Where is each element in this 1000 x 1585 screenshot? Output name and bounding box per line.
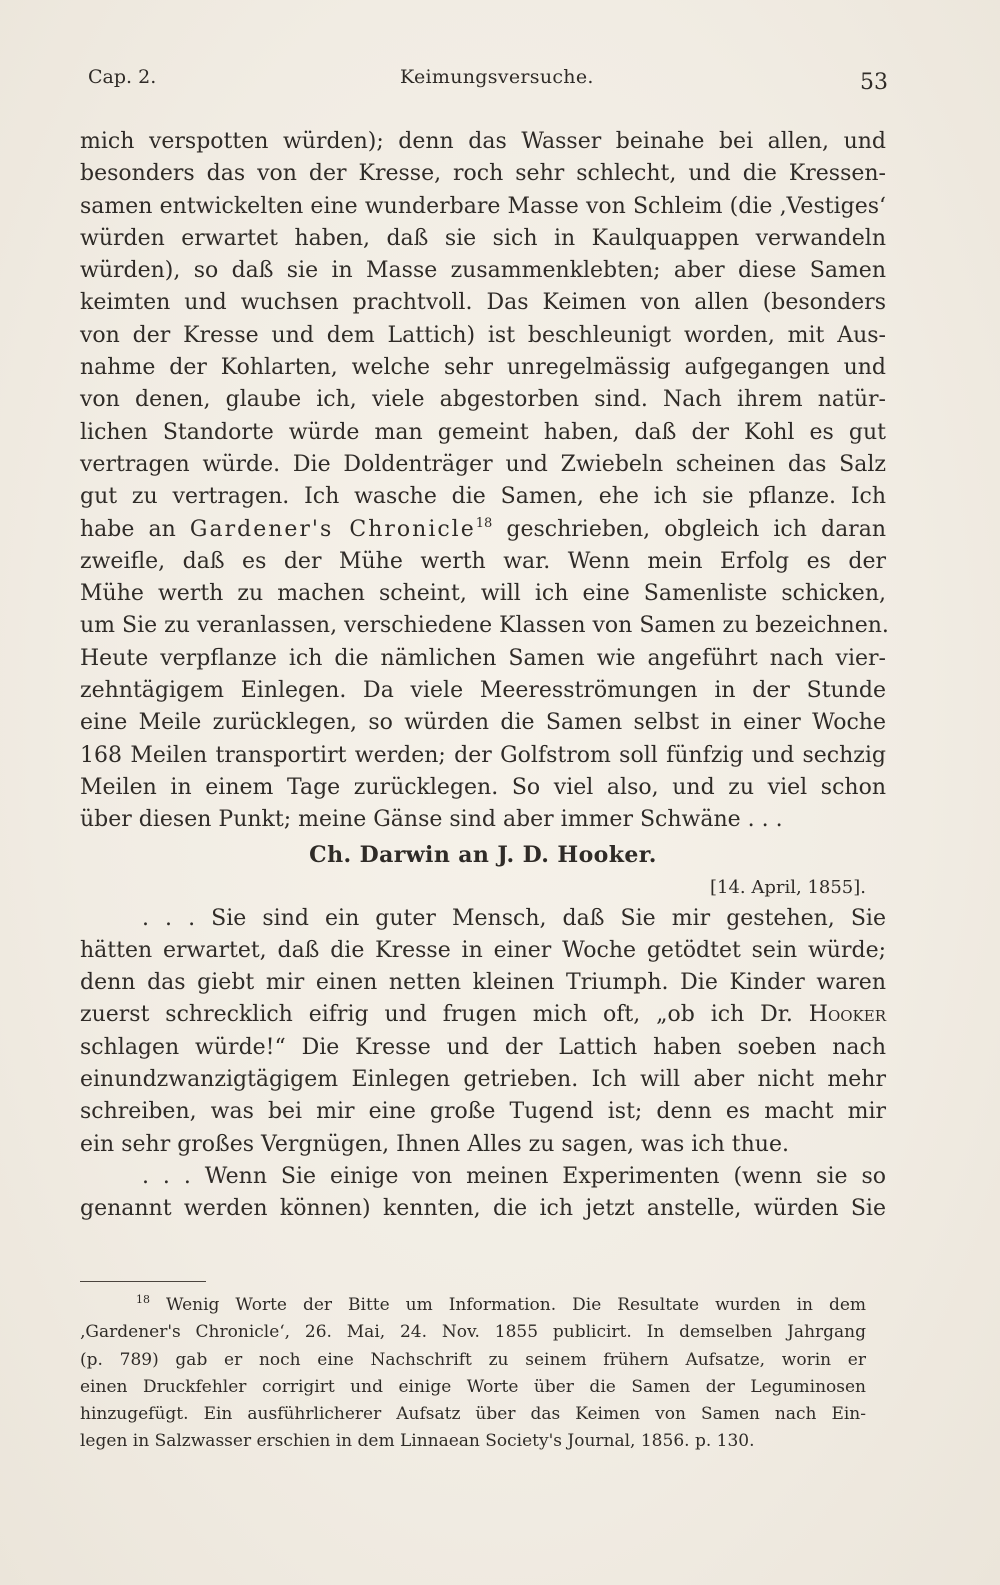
text-line: denn das giebt mir einen netten kleinen Triumph. Die Kinder waren bbox=[80, 970, 886, 996]
footnotes bbox=[80, 1292, 866, 1456]
text-line: eine Meile zurücklegen, so würden die Samen selbst in einer Woche bbox=[80, 710, 886, 736]
footnote-ref: 18 bbox=[475, 515, 493, 531]
journal-name-spaced: Gardener's Chronicle bbox=[189, 516, 476, 542]
text-fragment: habe an bbox=[80, 516, 176, 542]
text-line: einundzwanzigtägigem Einlegen getrieben. Ich will aber nicht mehr bbox=[80, 1067, 886, 1093]
text-line: . . . Wenn Sie einige von meinen Experimenten (wenn sie so bbox=[142, 1163, 886, 1189]
text-line: lichen Standorte würde man gemeint haben, daß der Kohl es gut bbox=[80, 419, 886, 445]
chapter-label: Cap. 2. bbox=[88, 66, 157, 88]
text-line: von denen, glaube ich, viele abgestorben sind. Nach ihrem natür- bbox=[80, 387, 886, 413]
text-line: über diesen Punkt; meine Gänse sind aber immer Schwäne . . . bbox=[80, 807, 783, 833]
text-line: würden erwartet haben, daß sie sich in Kaulquappen verwandeln bbox=[80, 225, 886, 251]
letter-date: [14. April, 1855]. bbox=[709, 876, 866, 898]
footnote-line: ‚Gardener's Chronicle‘, 26. Mai, 24. Nov. 1855 publicirt. In demselben Jahrgang bbox=[80, 1322, 866, 1343]
text-line: schreiben, was bei mir eine große Tugend ist; denn es macht mir bbox=[80, 1099, 886, 1125]
running-header bbox=[88, 62, 888, 102]
text-line: 168 Meilen transportirt werden; der Golfstrom soll fünfzig und sechzig bbox=[80, 742, 886, 768]
text-line-hooker bbox=[80, 999, 886, 1031]
text-line: besonders das von der Kresse, roch sehr schlecht, und die Kressen- bbox=[80, 161, 886, 187]
text-line: zweifle, daß es der Mühe werth war. Wenn mein Erfolg es der bbox=[80, 548, 886, 574]
text-line: hätten erwartet, daß die Kresse in einer Woche getödtet sein würde; bbox=[80, 937, 886, 963]
footnote-marker: 18 bbox=[136, 1293, 150, 1306]
footnote-line bbox=[80, 1292, 866, 1319]
footnote-line: einen Druckfehler corrigirt und einige Worte über die Samen der Leguminosen bbox=[80, 1376, 866, 1397]
text-line: schlagen würde!“ Die Kresse und der Lattich haben soeben nach bbox=[80, 1034, 886, 1060]
text-fragment: zuerst schrecklich eifrig und frugen mich oft, „ob ich Dr. bbox=[80, 1002, 793, 1028]
text-line: Mühe werth zu machen scheint, will ich eine Samenliste schicken, bbox=[80, 581, 886, 607]
page-number: 53 bbox=[860, 70, 888, 95]
text-fragment: Wenig Worte der Bitte um Information. Die Resultate wurden in dem bbox=[166, 1295, 867, 1315]
name-smallcaps: Hooker bbox=[808, 1002, 886, 1028]
text-line: um Sie zu veranlassen, verschiedene Klassen von Samen zu bezeichnen. bbox=[80, 613, 889, 639]
text-line: genannt werden können) kennten, die ich jetzt anstelle, würden Sie bbox=[80, 1196, 886, 1222]
text-line: . . . Sie sind ein guter Mensch, daß Sie mir gestehen, Sie bbox=[142, 905, 886, 931]
footnote-line: hinzugefügt. Ein ausführlicherer Aufsatz über das Keimen von Samen nach Ein- bbox=[80, 1404, 866, 1425]
main-text bbox=[80, 126, 889, 1226]
text-line: von der Kresse und dem Lattich) ist beschleunigt worden, mit Aus- bbox=[80, 322, 886, 348]
footnote-rule bbox=[80, 1281, 206, 1282]
text-line: gut zu vertragen. Ich wasche die Samen, ehe ich sie pflanze. Ich bbox=[80, 484, 886, 510]
text-line: würden), so daß sie in Masse zusammenklebten; aber diese Samen bbox=[80, 258, 886, 284]
text-line: keimten und wuchsen prachtvoll. Das Keimen von allen (besonders bbox=[80, 290, 886, 316]
text-line: ein sehr großes Vergnügen, Ihnen Alles zu sagen, was ich thue. bbox=[80, 1131, 789, 1157]
text-line: vertragen würde. Die Doldenträger und Zwiebeln scheinen das Salz bbox=[80, 451, 886, 477]
footnote-line: legen in Salzwasser erschien in dem Linnaean Society's Journal, 1856. p. 130. bbox=[80, 1431, 755, 1452]
text-fragment: geschrieben, obgleich ich daran bbox=[506, 516, 886, 542]
text-line: mich verspotten würden); denn das Wasser beinahe bei allen, und bbox=[80, 129, 886, 154]
text-line: samen entwickelten eine wunderbare Masse von Schleim (die ‚Vestiges‘ bbox=[80, 193, 886, 219]
text-line: Heute verpflanze ich die nämlichen Samen wie angeführt nach vier- bbox=[80, 645, 886, 671]
text-line: nahme der Kohlarten, welche sehr unregelmässig aufgegangen und bbox=[80, 355, 886, 381]
text-line-chronicle bbox=[80, 514, 886, 546]
text-line: Meilen in einem Tage zurücklegen. So viel also, und zu viel schon bbox=[80, 774, 886, 800]
text-line: zehntägigem Einlegen. Da viele Meeresströmungen in der Stunde bbox=[80, 678, 886, 704]
running-title: Keimungsversuche. bbox=[400, 66, 594, 88]
letter-heading: Ch. Darwin an J. D. Hooker. bbox=[309, 841, 657, 868]
footnote-line: (p. 789) gab er noch eine Nachschrift zu seinem frühern Aufsatze, worin er bbox=[80, 1349, 866, 1370]
